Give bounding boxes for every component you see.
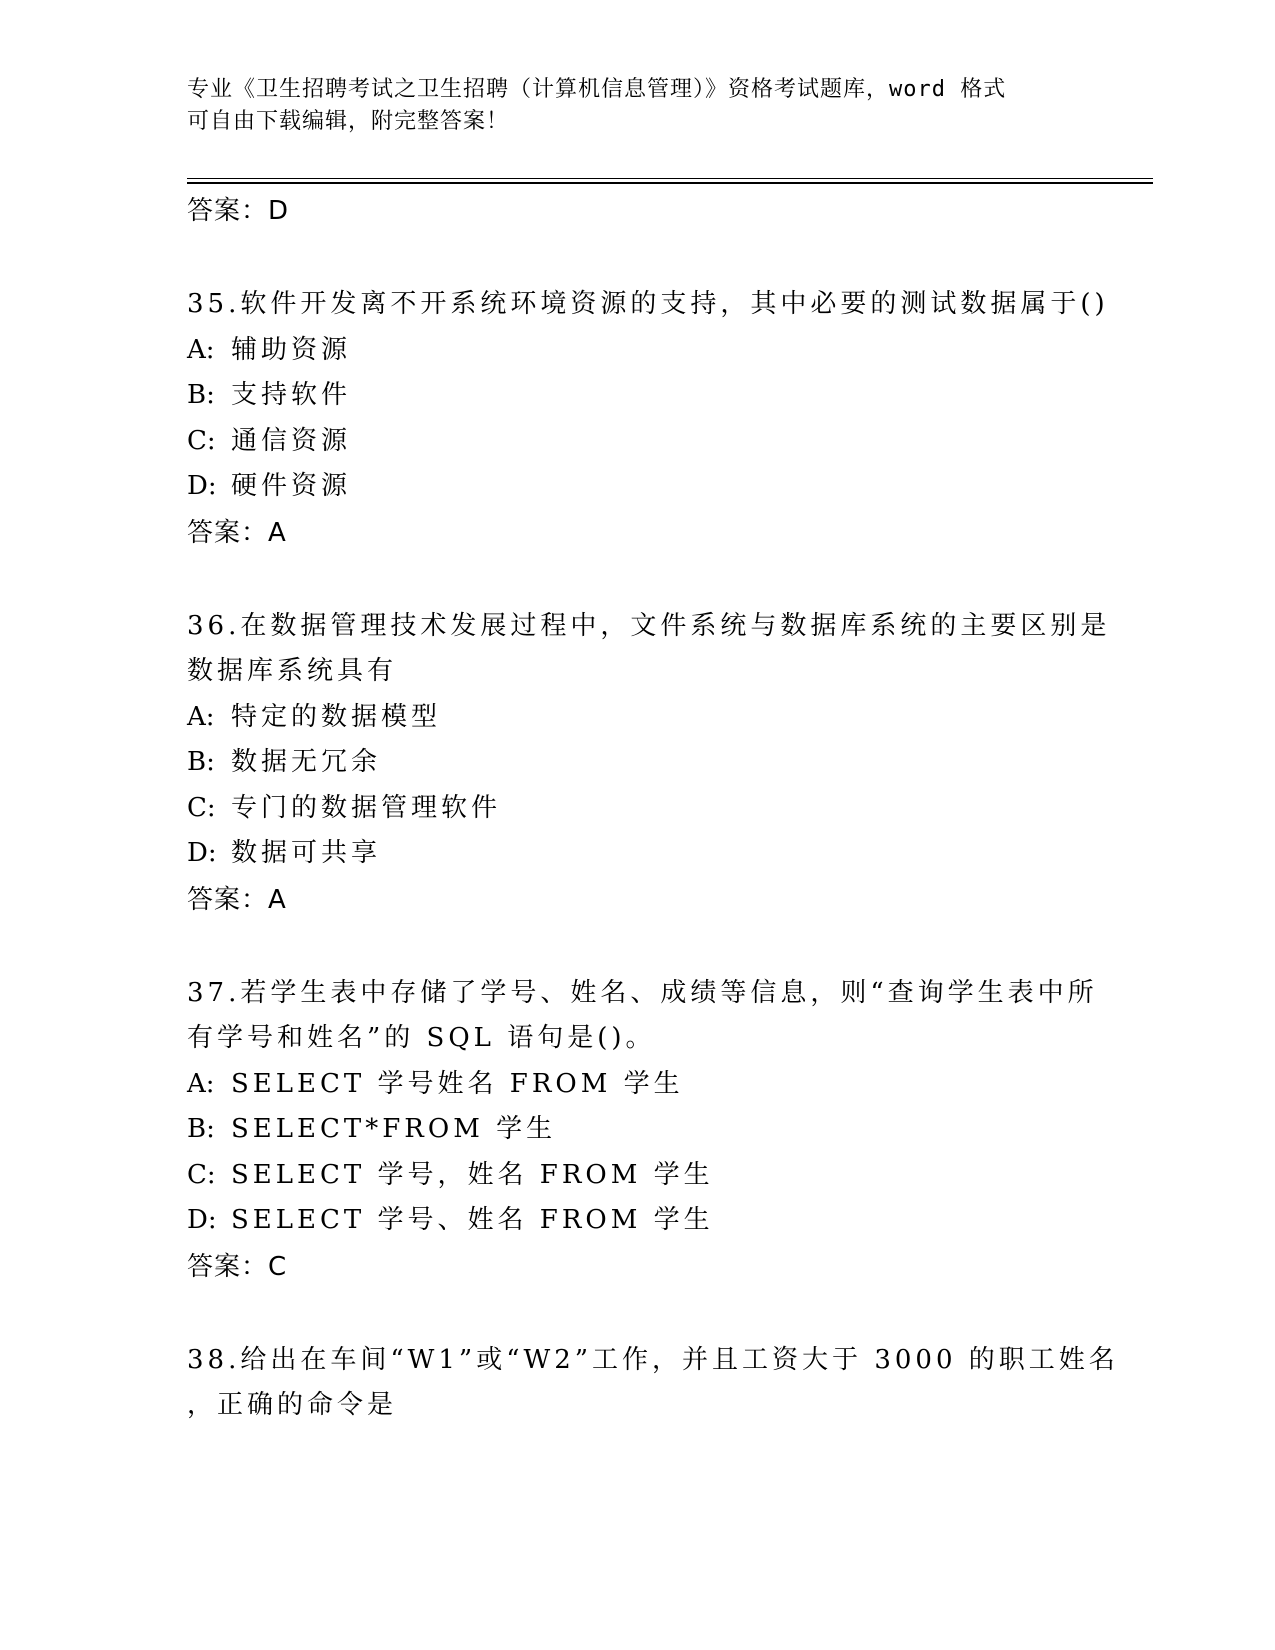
question-block bbox=[187, 971, 1098, 1290]
question-stem: 38.给出在车间“W1”或“W2”工作，并且工资大于 3000 的职工姓名 bbox=[187, 1344, 1119, 1375]
question-list bbox=[187, 188, 1119, 1429]
question-stem: 35.软件开发离不开系统环境资源的支持，其中必要的测试数据属于() bbox=[187, 289, 1109, 319]
question-block bbox=[187, 604, 1111, 923]
option-d: D: 数据可共享 bbox=[187, 838, 382, 868]
question-block bbox=[187, 282, 1109, 556]
option-b: B: 支持软件 bbox=[187, 380, 352, 410]
header-line-2: 可自由下载编辑，附完整答案！ bbox=[187, 109, 510, 134]
header-divider bbox=[187, 178, 1153, 179]
question-stem: 37.若学生表中存储了学号、姓名、成绩等信息，则“查询学生表中所 bbox=[187, 977, 1098, 1008]
question-stem-cont: 数据库系统具有 bbox=[187, 656, 398, 686]
option-c: C: 通信资源 bbox=[187, 425, 352, 456]
option-b: B: SELECT*FROM 学生 bbox=[187, 1114, 557, 1144]
option-a: A: SELECT 学号姓名 FROM 学生 bbox=[187, 1068, 684, 1099]
option-a: A: 辅助资源 bbox=[187, 334, 352, 365]
option-a: A: 特定的数据模型 bbox=[187, 701, 442, 732]
answer-line: 答案：A bbox=[187, 517, 287, 548]
option-d: D: SELECT 学号、姓名 FROM 学生 bbox=[187, 1205, 714, 1235]
question-stem: 36.在数据管理技术发展过程中，文件系统与数据库系统的主要区别是 bbox=[187, 610, 1111, 641]
question-stem-cont: 有学号和姓名”的 SQL 语句是()。 bbox=[187, 1023, 656, 1053]
option-d: D: 硬件资源 bbox=[187, 471, 352, 501]
header-line-1: 专业《卫生招聘考试之卫生招聘（计算机信息管理）》资格考试题库，word 格式 bbox=[187, 77, 1007, 102]
answer-line: 答案：C bbox=[187, 1251, 288, 1282]
question-stem-cont: ，正确的命令是 bbox=[187, 1390, 398, 1420]
option-c: C: 专门的数据管理软件 bbox=[187, 792, 502, 823]
document-header bbox=[187, 74, 1067, 138]
question-block bbox=[187, 1338, 1119, 1429]
option-b: B: 数据无冗余 bbox=[187, 747, 382, 777]
answer-line: 答案：A bbox=[187, 884, 287, 915]
header-divider-thick bbox=[187, 182, 1153, 184]
option-c: C: SELECT 学号，姓名 FROM 学生 bbox=[187, 1159, 714, 1190]
answer-line: 答案：D bbox=[187, 196, 290, 226]
